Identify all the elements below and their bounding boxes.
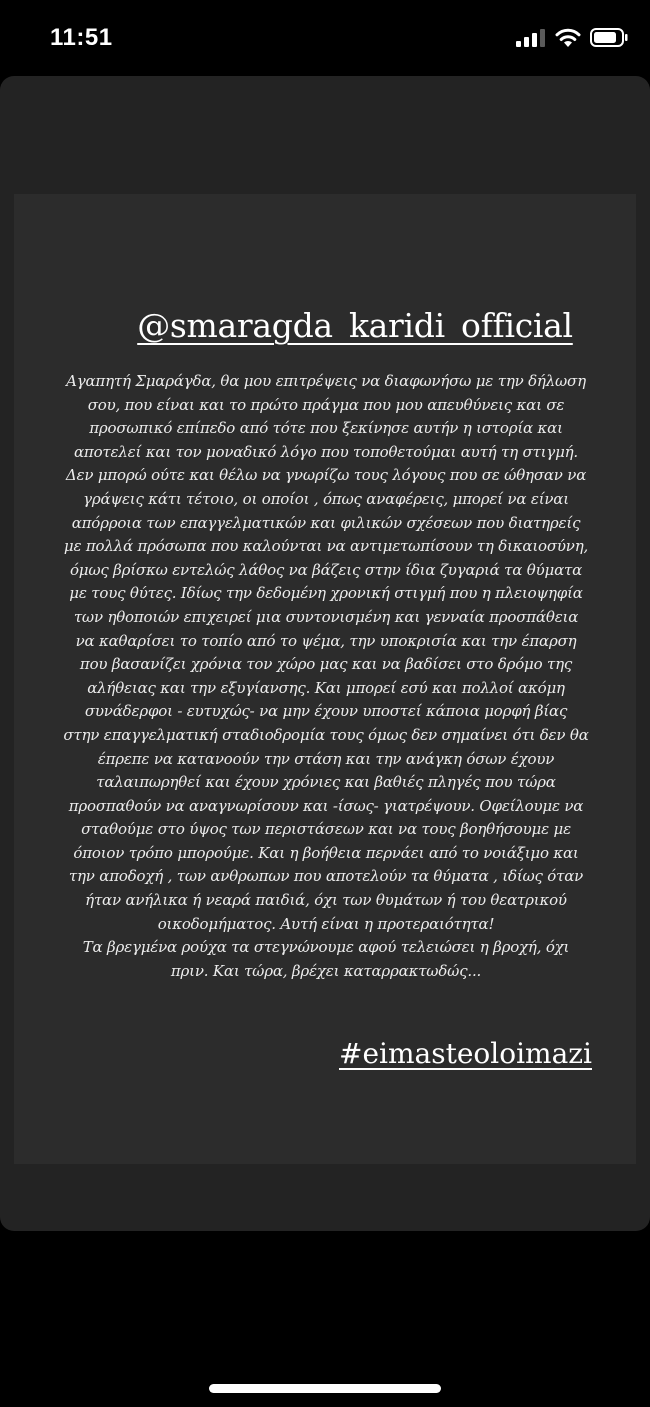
status-time: 11:51 — [50, 24, 113, 51]
mention-link[interactable]: @smaragda_karidi_official — [137, 306, 573, 345]
hashtag-link[interactable]: #eimasteoloimazi — [339, 1037, 592, 1070]
wifi-icon — [555, 28, 581, 51]
story-card[interactable] — [0, 76, 650, 1231]
home-indicator[interactable] — [209, 1384, 441, 1393]
status-bar — [0, 0, 650, 80]
status-icons — [516, 28, 628, 51]
cellular-signal-icon — [516, 29, 546, 51]
battery-icon — [590, 28, 628, 51]
story-panel — [14, 194, 636, 1164]
story-body-text: Αγαπητή Σμαράγδα, θα μου επιτρέψεις να διαφωνήσω με την δήλωση σου, που είναι και το πρώτο πράγμα που μου απευθύνεις και σε προσωπικό επίπεδο από τότε που ξεκίνησε αυτήν η ιστορία και αποτελεί και τον μοναδικό λόγο που τοποθετούμαι αυτή τη στιγμή. Δεν μπορώ ούτε και θέλω να γνωρίζω τους λόγους που σε ώθησαν να γράψεις κάτι τέτοιο, οι οποίοι , όπως αναφέρεις, μπορεί να είναι απόρροια των επαγγελματικών και φιλικών σχέσεων που διατηρείς με πολλά πρόσωπα που καλούνται να αντιμετωπίσουν τη δικαιοσύνη, όμως βρίσκω εντελώς λάθος να βάζεις στην ίδια ζυγαριά τα θύματα με τους θύτες. Ιδίως την δεδομένη χρονική στιγμή που η πλειοψηφία των ηθοποιών επιχειρεί μια συντονισμένη και γενναία προσπάθεια να καθαρίσει το τοπίο από το ψέμα, την υποκρισία και την έπαρση που βασανίζει χρόνια τον χώρο μας και να βαδίσει στο δρόμο της αλήθειας και την εξυγίανσης. Και μπορεί εσύ και πολλοί ακόμη συνάδερφοι - ευτυχώς- να μην έχουν υποστεί κάποια μορφή βίας στην επαγγελματική σταδιοδρομία τους όμως δεν σημαίνει ότι δεν θα έπρεπε να κατανοούν την στάση και την ανάγκη όσων έχουν ταλαιπωρηθεί και έχουν χρόνιες και βαθιές πληγές που τώρα προσπαθούν να αναγνωρίσουν και -ίσως- γιατρέψουν. Οφείλουμε να σταθούμε στο ύψος των περιστάσεων και να τους βοηθήσουμε με όποιον τρόπο μπορούμε. Και η βοήθεια περνάει από το νοιάξιμο και την αποδοχή , των ανθρωπων που αποτελούν τα θύματα , ιδίως όταν ήταν ανήλικα ή νεαρά παιδιά, όχι των θυμάτων ή του θεατρικού οικοδομήματος. Αυτή είναι η προτεραιότητα! Τα βρεγμένα ρούχα τα στεγνώνουμε αφού τελειώσει η βροχή, όχι πριν. Και τώρα, βρέχει καταρρακτωδώς... — [63, 372, 589, 980]
